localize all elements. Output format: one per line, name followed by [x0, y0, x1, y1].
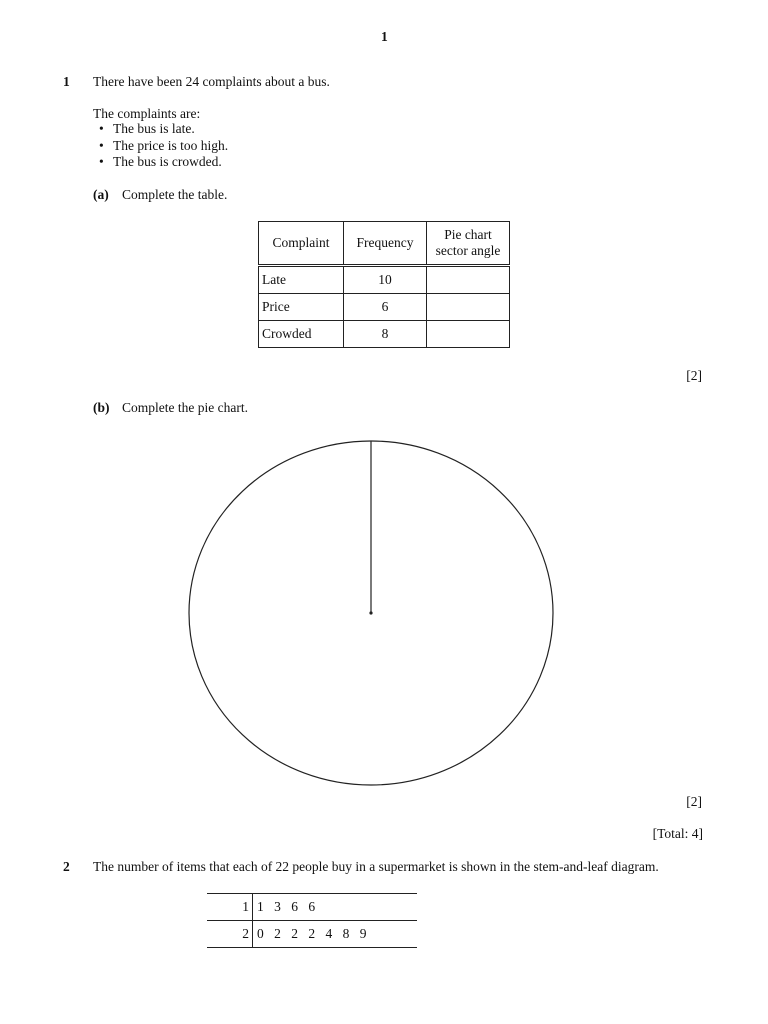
question-2-number: 2: [63, 859, 70, 874]
part-b-text: Complete the pie chart.: [122, 400, 248, 415]
cell-frequency: 8: [344, 321, 427, 348]
stem-row: [207, 894, 417, 921]
part-a-text: Complete the table.: [122, 187, 228, 202]
leaf-values: 0 2 2 2 4 8 9: [253, 921, 418, 948]
cell-complaint: Crowded: [259, 321, 344, 348]
question-2-text: The number of items that each of 22 people buy in a supermarket is shown in the stem-and-leaf diagram.: [93, 859, 659, 874]
stem-value: 2: [207, 921, 253, 948]
cell-angle-answer[interactable]: [427, 266, 510, 294]
cell-angle-answer[interactable]: [427, 321, 510, 348]
part-b-label: (b): [93, 400, 110, 415]
stem-row: [207, 921, 417, 948]
part-a-label: (a): [93, 187, 109, 202]
question-1-total: [Total: 4]: [652, 826, 703, 841]
complaints-table: [258, 221, 510, 348]
table-row: [259, 321, 510, 348]
leaf-values: 1 3 6 6: [253, 894, 418, 921]
pie-chart-outline[interactable]: [186, 438, 556, 788]
page-number: 1: [381, 29, 388, 44]
complaints-list-intro: The complaints are:: [93, 106, 201, 121]
cell-angle-answer[interactable]: [427, 294, 510, 321]
question-1-number: 1: [63, 74, 70, 89]
cell-complaint: Price: [259, 294, 344, 321]
bullet-item: • The bus is crowded.: [99, 154, 228, 171]
complaints-list: [99, 121, 228, 171]
table-row: [259, 266, 510, 294]
bullet-item: • The bus is late.: [99, 121, 228, 138]
question-1-intro: There have been 24 complaints about a bus.: [93, 74, 330, 89]
cell-frequency: 10: [344, 266, 427, 294]
pie-centre-point: [369, 611, 372, 614]
header-sector-angle: Pie chart sector angle: [427, 222, 510, 266]
header-complaint: Complaint: [259, 222, 344, 266]
table-row: [259, 294, 510, 321]
bullet-item: • The price is too high.: [99, 138, 228, 155]
stem-and-leaf-diagram: [207, 893, 417, 948]
header-frequency: Frequency: [344, 222, 427, 266]
cell-complaint: Late: [259, 266, 344, 294]
stem-value: 1: [207, 894, 253, 921]
cell-frequency: 6: [344, 294, 427, 321]
part-b-marks: [2]: [686, 794, 702, 809]
part-a-marks: [2]: [686, 368, 702, 383]
